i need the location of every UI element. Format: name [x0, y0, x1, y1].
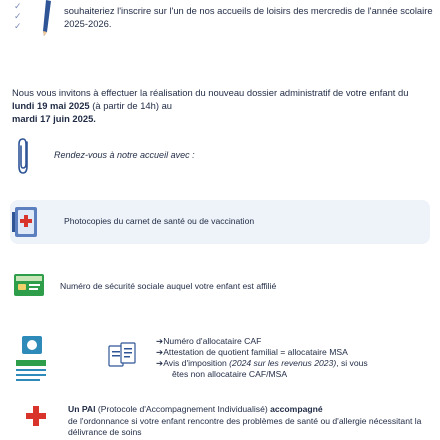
check-icon: ✓ — [14, 1, 22, 11]
intro-text-2: (à partir de 14h) au — [89, 100, 172, 111]
item-pai — [10, 400, 430, 440]
item-label: Numéro de sécurité sociale auquel votre enfant est affilié — [60, 281, 277, 291]
end-date: mardi 17 juin 2025. — [12, 113, 96, 124]
item-securite-sociale — [10, 270, 430, 304]
health-book-icon — [12, 206, 40, 238]
item-carnet-sante — [10, 200, 430, 244]
caf-documents-list — [156, 336, 432, 380]
arrow-icon: ➔ — [156, 358, 164, 368]
banner-text: souhaiteriez l'inscrire sur l'un de nos accueils de loisirs des mercredis de l'année scolaire 2025-2026. — [64, 5, 433, 29]
documents-icon — [108, 342, 138, 370]
start-date: lundi 19 mai 2025 — [12, 100, 90, 111]
caf-logo-icon — [14, 336, 48, 388]
check-icon: ✓ — [14, 21, 22, 31]
vitale-card-icon — [14, 274, 44, 296]
medical-cross-icon — [26, 404, 46, 428]
pencil-icon — [42, 0, 54, 36]
intro-paragraph — [12, 86, 432, 125]
top-banner — [0, 0, 440, 40]
arrow-icon: ➔ — [156, 347, 164, 357]
item-label: Photocopies du carnet de santé ou de vaccination — [64, 216, 255, 226]
item-caf — [10, 334, 430, 392]
checklist-decoration — [14, 2, 34, 32]
rendez-vous-text: Rendez-vous à notre accueil avec : — [54, 150, 195, 160]
intro-text: Nous vous invitons à effectuer la réalisation du nouveau dossier administratif de votre enfant du — [12, 87, 409, 98]
list-item: ➔Numéro d'allocataire CAF — [156, 336, 262, 346]
item-label: Un PAI (Protocole d'Accompagnement Individualisé) accompagné de l'ordonnance si votre enfant rencontre des problèmes de santé ou d'allergie nécessitant la délivrance de soins — [68, 404, 422, 437]
arrow-icon: ➔ — [156, 336, 164, 346]
list-item: ➔Attestation de quotient familial = allocataire MSA — [156, 347, 348, 357]
list-item: ➔Avis d'imposition (2024 sur les revenus 2023), si vous — [156, 358, 368, 368]
paperclip-icon — [14, 136, 32, 176]
rendez-vous-row — [0, 136, 440, 180]
list-item-continuation: êtes non allocataire CAF/MSA — [172, 369, 288, 379]
check-icon: ✓ — [14, 11, 22, 21]
